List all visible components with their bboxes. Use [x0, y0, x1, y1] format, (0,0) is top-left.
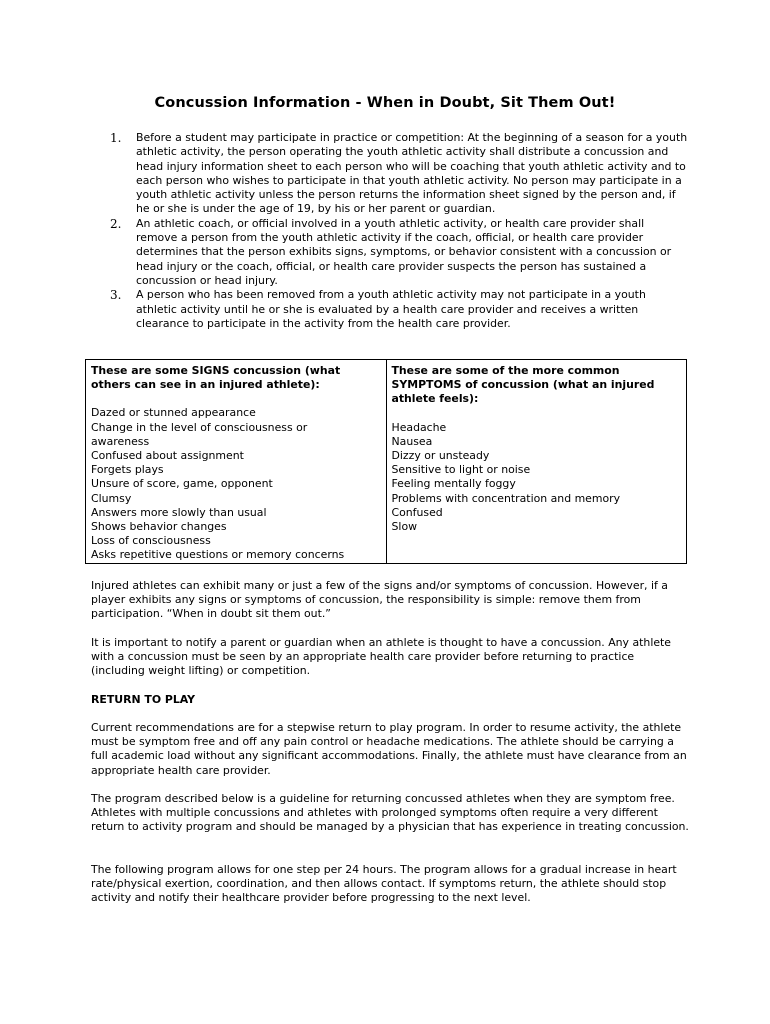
- requirements-list: [108, 131, 688, 331]
- paragraph-signs-summary: Injured athletes can exhibit many or just a few of the signs and/or symptoms of concussion. However, if a player exhibits any signs or symptoms of concussion, the responsibility is simple: remove them from participation. “When in doubt sit them out.”: [91, 579, 668, 621]
- symptom-item: Dizzy or unsteady: [391, 449, 490, 463]
- list-item: [108, 288, 688, 331]
- list-item-text: A person who has been removed from a youth athletic activity may not participate in a youth athletic activity until he or she is evaluated by a health care provider and receives a written clearance to participate in the activity from the health care provider.: [136, 288, 646, 330]
- list-item: [108, 217, 688, 288]
- paragraph-recommendations: Current recommendations are for a stepwise return to play program. In order to resume activity, the athlete must be symptom free and off any pain control or headache medications. The athlete should be carrying a full academic load without any significant accommodations. Finally, the athlete must have clearance from an appropriate health care provider.: [91, 721, 687, 777]
- page-title: Concussion Information - When in Doubt, Sit Them Out!: [154, 95, 616, 111]
- symptom-item: Sensitive to light or noise: [391, 463, 531, 477]
- symptoms-heading: These are some of the more common SYMPTOMS of concussion (what an injured athlete feels):: [391, 364, 655, 406]
- signs-heading: These are some SIGNS concussion (what others can see in an injured athlete):: [91, 364, 341, 392]
- sign-item: Shows behavior changes: [91, 520, 227, 534]
- signs-symptoms-table: [85, 359, 687, 564]
- paragraph-step-program: The following program allows for one step per 24 hours. The program allows for a gradual increase in heart rate/physical exertion, coordination, and then allows contact. If symptoms return, the athlete should stop activity and notify their healthcare provider before progressing to the next level.: [91, 863, 677, 905]
- symptom-item: Feeling mentally foggy: [391, 477, 516, 491]
- sign-item: Dazed or stunned appearance: [91, 406, 256, 420]
- sign-item: Clumsy: [91, 491, 132, 505]
- list-item-number: 3.: [110, 288, 122, 303]
- table-row: [86, 360, 687, 564]
- list-item-number: 1.: [110, 131, 122, 145]
- paragraph-program-guideline: The program described below is a guideline for returning concussed athletes when they are symptom free. Athletes with multiple concussions and athletes with prolonged symptoms often require a very different return to activity program and should be managed by a physician that has experience in treating concussion.: [91, 792, 689, 834]
- list-item-text: An athletic coach, or official involved in a youth athletic activity, or health care provider shall remove a person from the youth athletic activity if the coach, official, or health care provider determines that the person exhibits signs, symptoms, or behavior consistent with a concussion or head injury or the coach, official, or health care provider suspects the person has sustained a concussion or head injury.: [136, 216, 672, 287]
- sign-item: Forgets plays: [91, 463, 164, 477]
- list-item: [108, 131, 688, 217]
- list-item-number: 2.: [110, 216, 122, 231]
- sign-item: Loss of consciousness: [91, 534, 211, 548]
- paragraph-notify-parent: It is important to notify a parent or guardian when an athlete is thought to have a concussion. Any athlete with a concussion must be seen by an appropriate health care provider before returning to practice (including weight lifting) or competition.: [91, 636, 672, 678]
- sign-item: Answers more slowly than usual: [91, 505, 267, 519]
- sign-item: Asks repetitive questions or memory concerns: [91, 548, 345, 562]
- sign-item: Change in the level of consciousness or awareness: [91, 420, 308, 448]
- symptom-item: Slow: [391, 520, 418, 534]
- symptom-item: Headache: [391, 420, 447, 434]
- sign-item: Unsure of score, game, opponent: [91, 477, 273, 491]
- symptoms-column: [386, 360, 687, 564]
- symptom-item: Confused: [391, 505, 443, 519]
- signs-column: [86, 360, 387, 564]
- list-item-text: Before a student may participate in practice or competition: At the beginning of a season for a youth athletic activity, the person operating the youth athletic activity shall distribute a concussion and head injury information sheet to each person who will be coaching that youth athletic activity and to each person who wishes to participate in that youth athletic activity. No person may participate in a youth athletic activity unless the person returns the information sheet signed by the person and, if he or she is under the age of 19, by his or her parent or guardian.: [136, 131, 688, 216]
- symptom-item: Nausea: [391, 434, 433, 448]
- symptom-item: Problems with concentration and memory: [391, 491, 621, 505]
- sign-item: Confused about assignment: [91, 449, 244, 463]
- return-to-play-heading: RETURN TO PLAY: [91, 693, 196, 706]
